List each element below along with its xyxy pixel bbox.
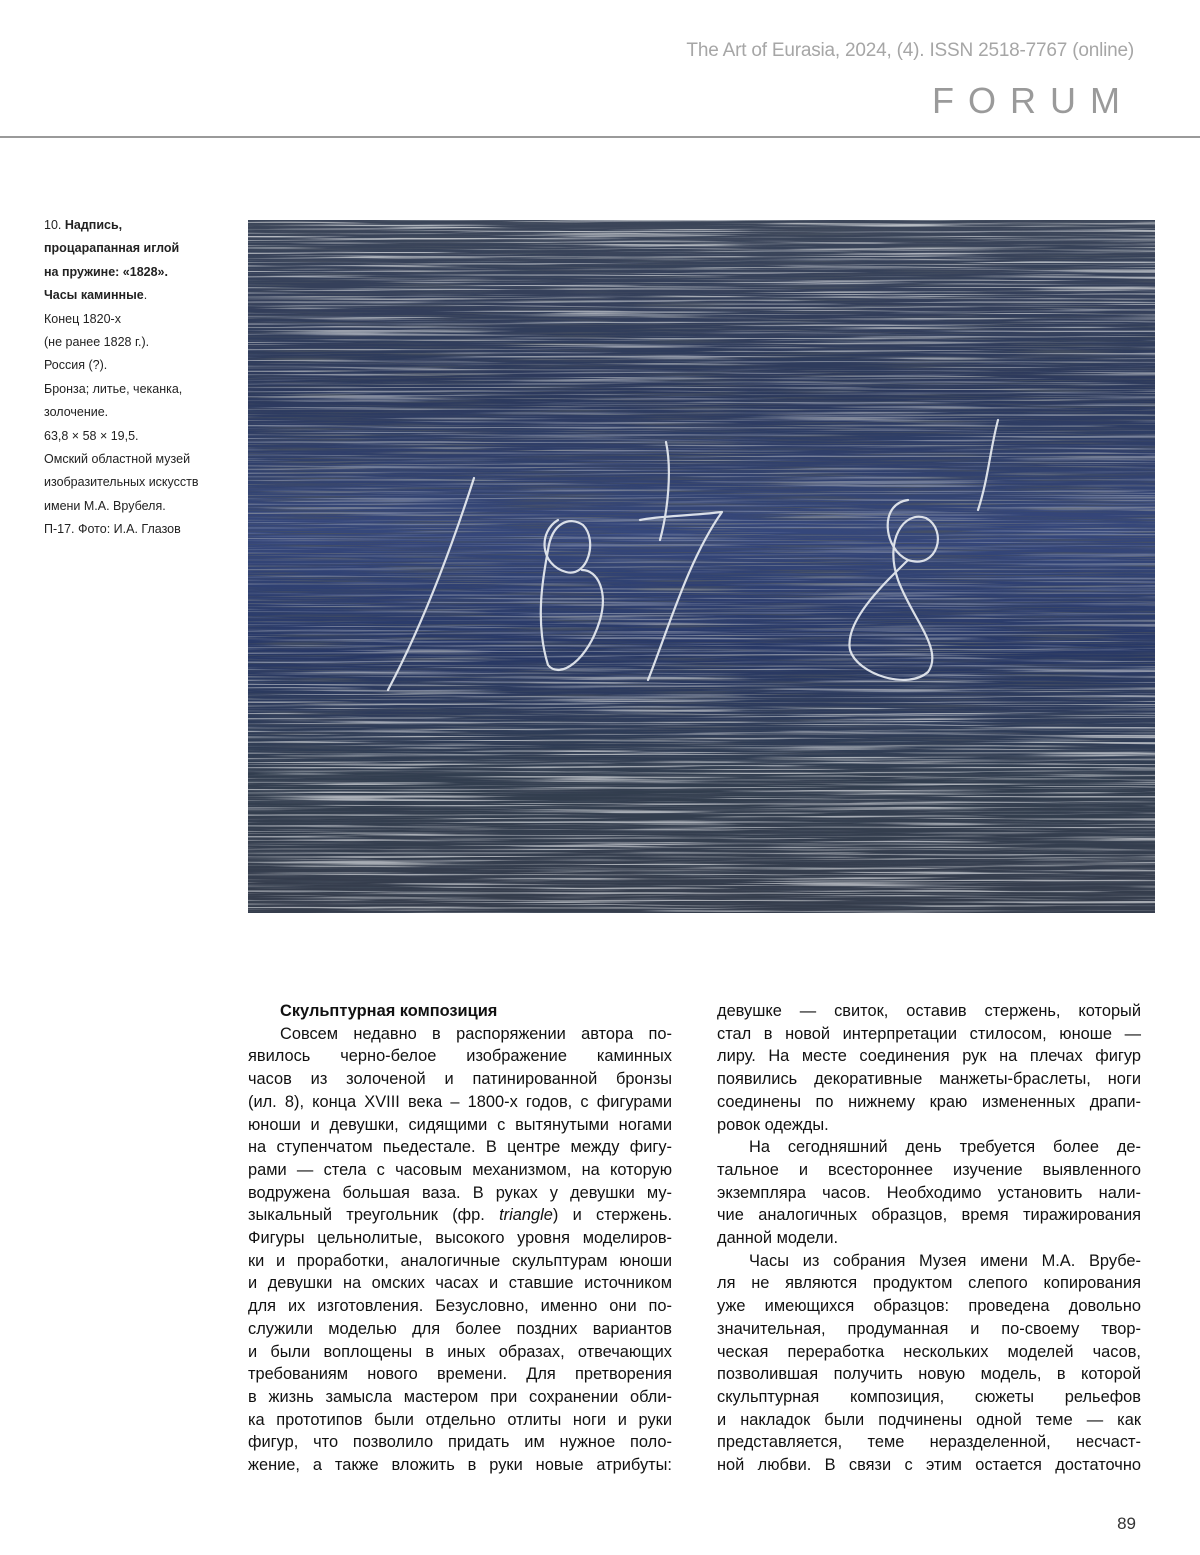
figure-title-line: на пружине: «1828». (44, 264, 168, 279)
paragraph-line: водружена большая ваза. В руках у девушки му- (248, 1183, 672, 1202)
paragraph-line: чие аналогичных образцов, время тиражирования (717, 1206, 1141, 1225)
paragraph-line: стал в новой интерпретации стилосом, юноше — (717, 1024, 1141, 1043)
paragraph-line: требованиям нового времени. Для претворения (248, 1365, 672, 1384)
paragraph-line: скульптурная композиция, сюжеты рельефов (717, 1387, 1141, 1406)
caption-detail-line: 63,8 × 58 × 19,5. (44, 428, 139, 443)
caption-detail-line: П-17. Фото: И.А. Глазов (44, 522, 181, 537)
caption-detail-line: имени М.А. Врубеля. (44, 498, 166, 513)
caption-line (44, 214, 234, 237)
caption-line (44, 237, 234, 260)
paragraph-line: экземпляра часов. Необходимо установить нали- (717, 1183, 1141, 1202)
article-column-right (717, 1000, 1141, 1477)
paragraph-line: рами — стела с часовым механизмом, на которую (248, 1160, 672, 1179)
section-title: FORUM (932, 80, 1134, 121)
triangle-text-post: ) и стержень. (552, 1206, 672, 1225)
paragraph-line: появились декоративные манжеты-браслеты, ноги (717, 1070, 1141, 1089)
paragraph-line: жение, а также вложить в руки новые атрибуты: (248, 1456, 672, 1475)
paragraph-line: и накладок были подчинены одной теме — как (717, 1410, 1141, 1429)
paragraph-line: служили моделью для более поздних вариантов (248, 1319, 672, 1338)
paragraph-line: ки и проработки, аналогичные скульптурам юноши (248, 1251, 672, 1270)
caption-line (44, 261, 234, 284)
paragraph-line: уже имеющихся образцов: проведена довольно (717, 1297, 1141, 1316)
paragraph-line: и были воплощены в иных образах, отвечающих (248, 1342, 672, 1361)
figure-caption (44, 214, 234, 542)
figure-title-line: Надпись, (64, 218, 123, 232)
paragraph-line: тальное и всестороннее изучение выявленного (717, 1160, 1141, 1179)
figure-title-period: . (143, 288, 148, 303)
paragraph-line: девушке — свиток, оставив стержень, который (717, 1002, 1141, 1020)
paragraph-line: Фигуры цельнолитые, высокого уровня моделиров- (248, 1229, 672, 1248)
caption-detail-line: Россия (?). (44, 358, 108, 373)
paragraph-line: часов из золоченой и патинированной бронзы (248, 1070, 672, 1089)
paragraph-line: Часы из собрания Музея имени М.А. Врубе- (749, 1251, 1141, 1270)
caption-detail-line: изобразительных искусств (44, 475, 199, 490)
triangle-text-pre: зыкальный треугольник (фр. (248, 1206, 500, 1225)
paragraph-line: явилось черно-белое изображение каминных (248, 1047, 672, 1066)
paragraph-line: и девушки на омских часах и ставшие источником (248, 1274, 672, 1293)
article-column-left (248, 1000, 672, 1477)
figure-title-line: Часы каминные (44, 288, 144, 303)
header-divider (0, 136, 1200, 138)
paragraph-line: на ступенчатом пьедестале. В центре между фигу- (248, 1138, 672, 1157)
inscription-photo (248, 220, 1155, 913)
caption-detail-line: Бронза; литье, чеканка, (44, 381, 183, 396)
paragraph-line: ля не являются продуктом слепого копирования (717, 1274, 1141, 1293)
figure-number: 10. (44, 218, 65, 232)
paragraph-line: ка прототипов были отдельно отлиты ноги и руки (248, 1410, 672, 1429)
paragraph-line: соединены по нижнему краю измененных драпи- (717, 1092, 1141, 1111)
paragraph-line (248, 1204, 672, 1227)
caption-line (44, 284, 234, 307)
paragraph-line: значительная, продуманная и по-своему твор- (717, 1319, 1141, 1338)
paragraph-line: На сегодняшний день требуется более де- (749, 1138, 1141, 1157)
scratched-metal-photo (248, 220, 1155, 913)
caption-detail-line: золочение. (44, 405, 109, 420)
paragraph-line: для их изготовления. Безусловно, именно они по- (248, 1297, 672, 1316)
caption-detail-line: Омский областной музей (44, 452, 191, 467)
paragraph-line: данной модели. (717, 1229, 839, 1248)
paragraph-line: ровок одежды. (717, 1115, 829, 1134)
paragraph-line: лиру. На месте соединения рук на плечах фигур (717, 1047, 1141, 1066)
figure-title-line: процарапанная иглой (44, 241, 180, 256)
paragraph-line: позволившая получить новую модель, в которой (717, 1365, 1141, 1384)
paragraph-line: фигур, что позволило придать им нужное поло- (248, 1433, 672, 1452)
journal-title: The Art of Eurasia, 2024, (4). ISSN 2518-7767 (online) (686, 40, 1134, 61)
paragraph-line: (ил. 8), конца XVIII века – 1800-х годов, с фигурами (248, 1092, 672, 1111)
paragraph-line: Совсем недавно в распоряжении автора по- (280, 1024, 672, 1043)
paragraph-line: представляется, теме неразделенной, несчаст- (717, 1433, 1141, 1452)
paragraph-line: ческая переработка нескольких моделей часов, (717, 1342, 1141, 1361)
paragraph-line: в жизнь замысла мастером при сохранении обли- (248, 1387, 672, 1406)
paragraph-line: юноши и девушки, сидящими с вытянутыми ногами (248, 1115, 672, 1134)
paragraph-line: ной любви. В связи с этим остается достаточно (717, 1456, 1141, 1475)
section-heading: Скульптурная композиция (280, 1002, 498, 1020)
triangle-italic: triangle (499, 1206, 553, 1225)
page-number: 89 (1117, 1514, 1136, 1533)
caption-detail-line: Конец 1820-х (44, 311, 121, 326)
caption-detail-line: (не ранее 1828 г.). (44, 335, 150, 350)
